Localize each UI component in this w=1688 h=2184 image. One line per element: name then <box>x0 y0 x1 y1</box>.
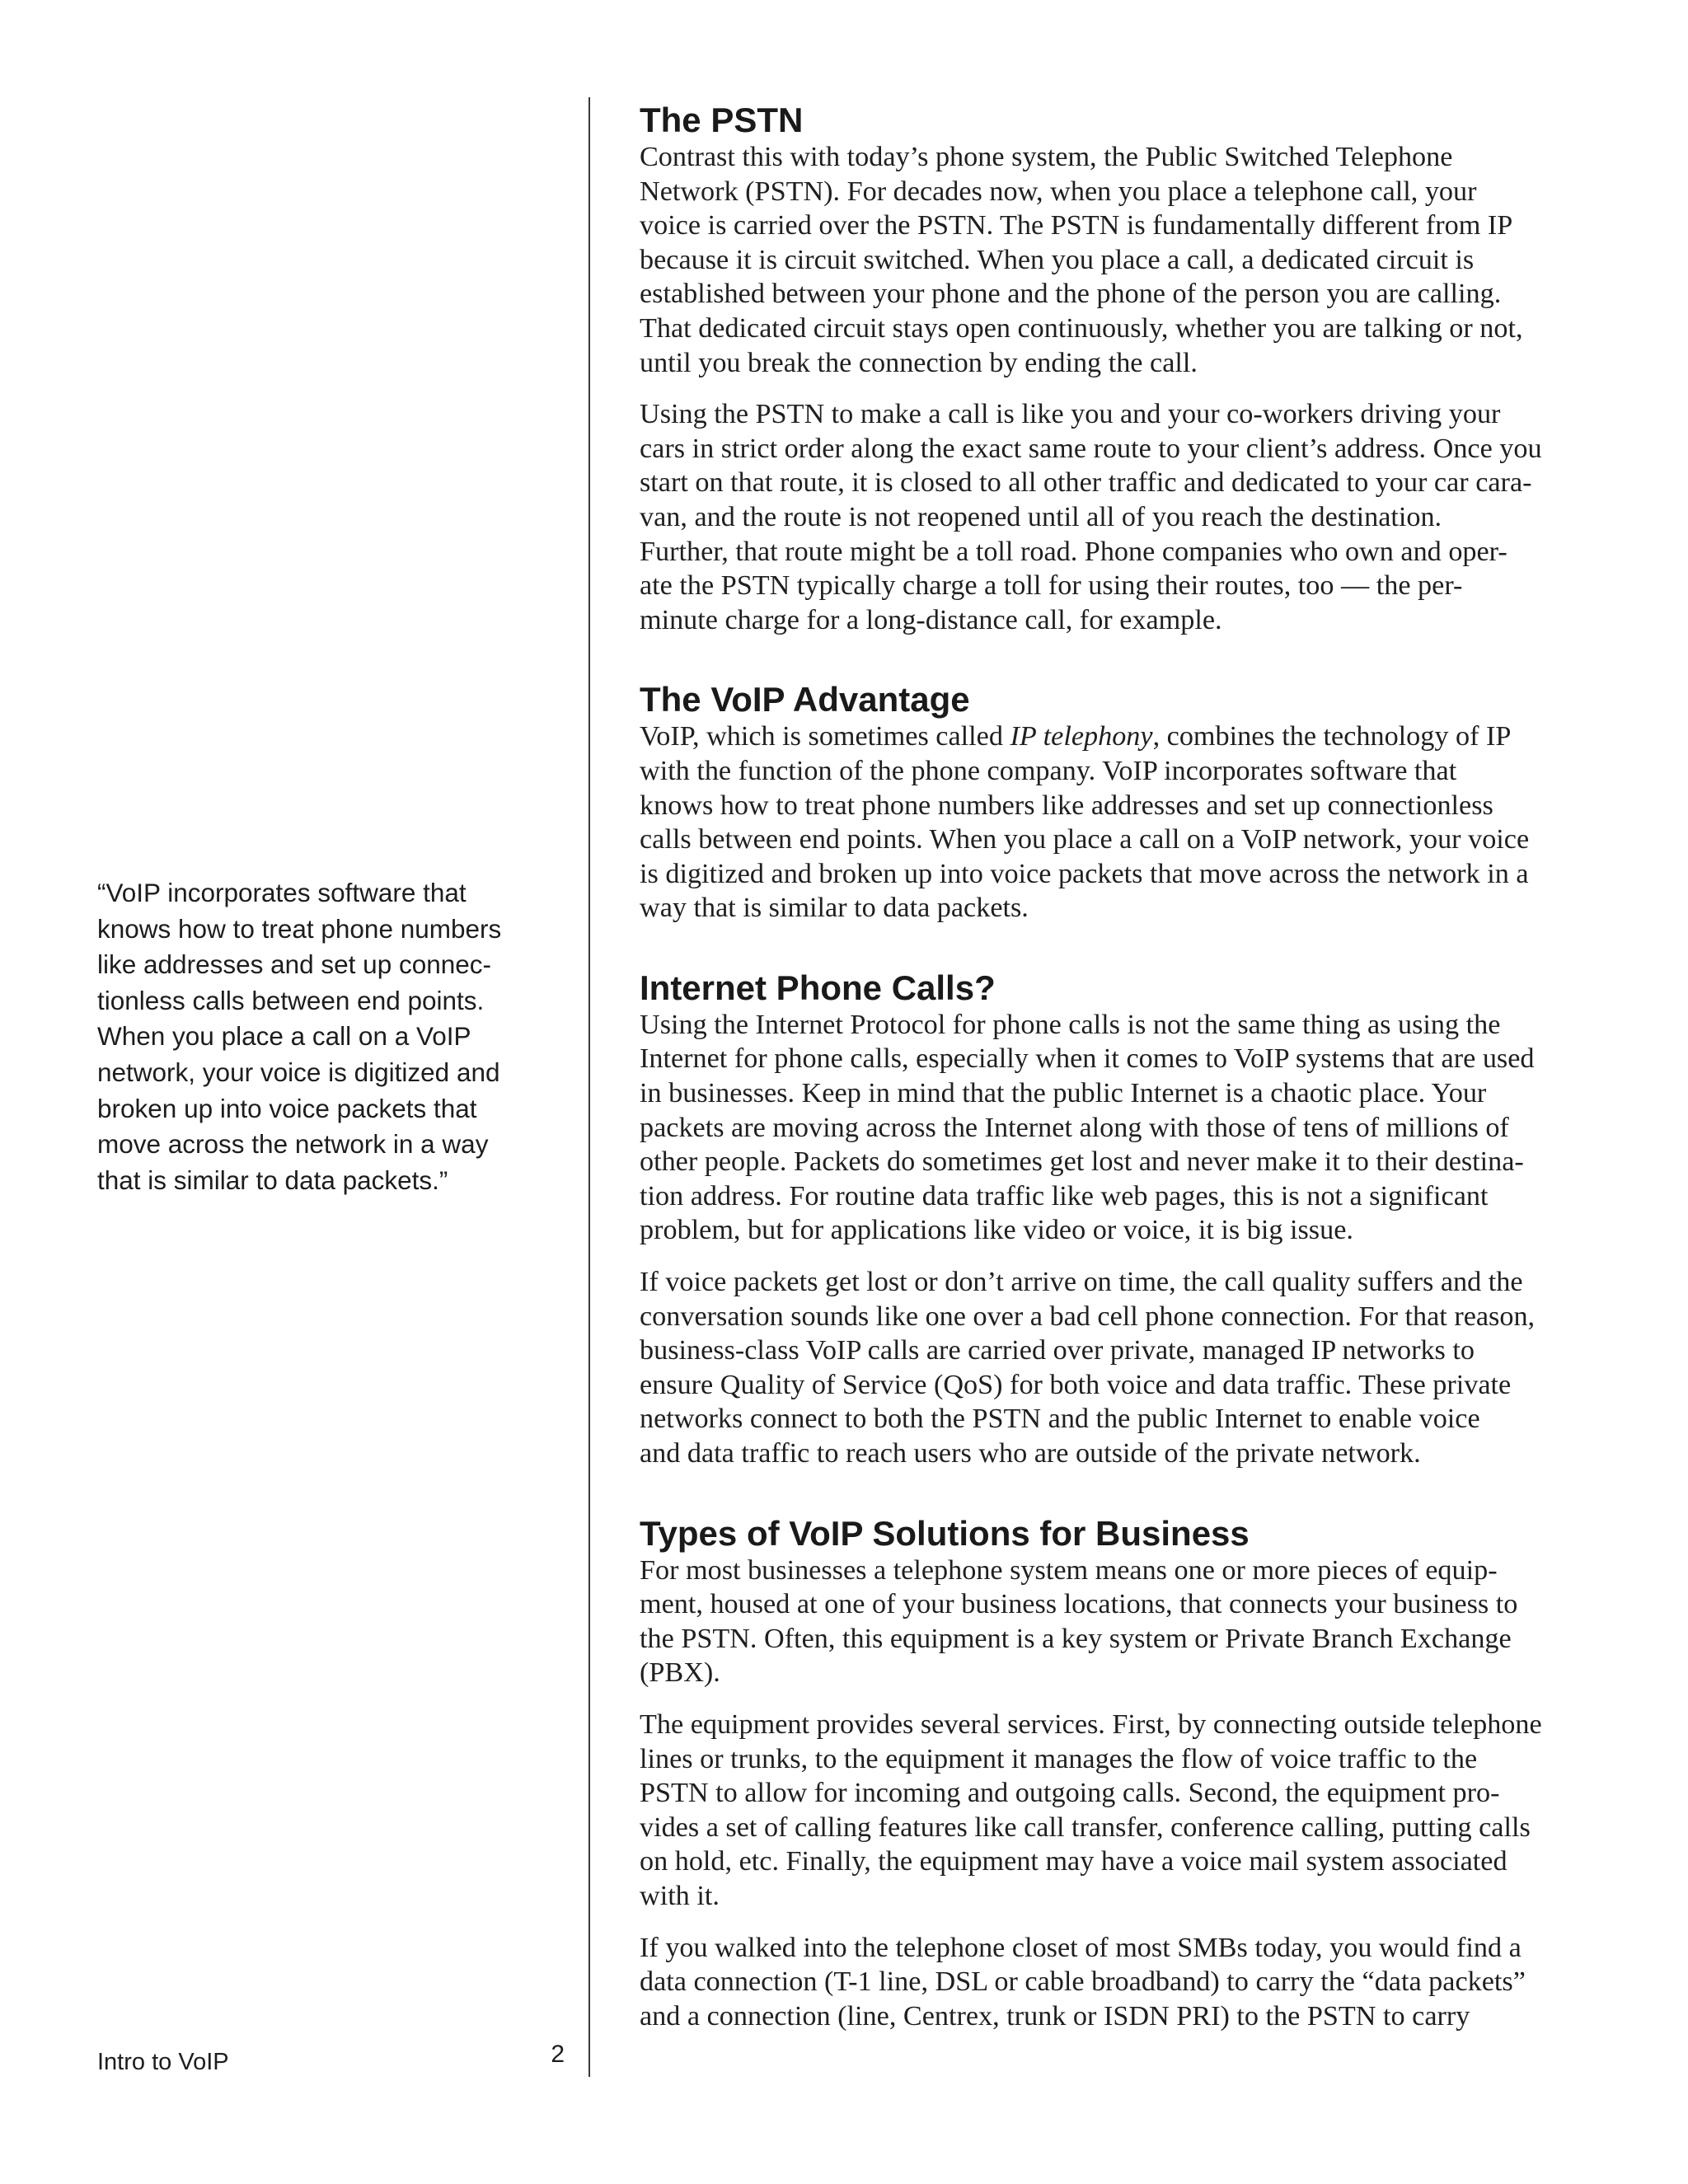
paragraph: For most businesses a telephone system means one or more pieces of equip- ment, housed at one of your business locations, that connects your business to the PSTN. Often, this equipment is a key system or Private Branch Exchange (PBX). <box>640 1554 1518 1689</box>
pull-quote: “VoIP incorporates software that knows how to treat phone numbers like addresses and set up connec- tionless calls between end points. When you place a call on a VoIP network, your voice is digitized and broken up into voice packets that move across the network in a way that is similar to data packets.” <box>97 878 502 1195</box>
paragraph-text: , combines the technology of IP with the function of the phone company. VoIP incorporates software that knows how to treat phone numbers like addresses and set up connectionless calls between end points. When you place a call on a VoIP network, your voice is digitized and broken up into voice packets that move across the network in a way that is similar to data packets. <box>640 721 1530 924</box>
section-heading: Internet Phone Calls? <box>640 968 996 1007</box>
section-voip-advantage <box>640 680 1604 926</box>
page-number: 2 <box>551 2041 565 2068</box>
section-heading: The PSTN <box>640 101 804 139</box>
section-internet-phone-calls <box>640 968 1604 1471</box>
paragraph-text: VoIP, which is sometimes called <box>640 721 1010 752</box>
emphasis-term: IP telephony <box>1010 721 1153 752</box>
footer-label: Intro to VoIP <box>97 2049 229 2075</box>
paragraph <box>640 719 1604 926</box>
section-pstn <box>640 101 1604 637</box>
section-voip-solutions <box>640 1514 1604 2034</box>
paragraph: Using the Internet Protocol for phone calls is not the same thing as using the Internet for phone calls, especially when it comes to VoIP systems that are used in businesses. Keep in mind that the public Internet is a chaotic place. Your packets are moving across the Internet along with those of tens of millions of other people. Packets do sometimes get lost and never make it to their destina- tion address. For routine data traffic like web pages, this is not a significant problem, but for applications like video or voice, it is big issue. <box>640 1009 1535 1246</box>
paragraph: If voice packets get lost or don’t arrive on time, the call quality suffers and the conversation sounds like one over a bad cell phone connection. For that reason, business-class VoIP calls are carried over private, managed IP networks to ensure Quality of Service (QoS) for both voice and data traffic. These private networks connect to both the PSTN and the public Internet to enable voice and data traffic to reach users who are outside of the private network. <box>640 1267 1536 1469</box>
main-column <box>640 101 1604 2076</box>
paragraph: Contrast this with today’s phone system, the Public Switched Telephone Network (PSTN). For decades now, when you place a telephone call, your voice is carried over the PSTN. The PSTN is fundamentally different from IP because it is circuit switched. When you place a call, a dedicated circuit is established between your phone and the phone of the person you are calling. That dedicated circuit stays open continuously, whether you are talking or not, until you break the connection by ending the call. <box>640 142 1523 378</box>
paragraph: The equipment provides several services. First, by connecting outside telephone lines or trunks, to the equipment it manages the flow of voice traffic to the PSTN to allow for incoming and outgoing calls. Second, the equipment pro- vides a set of calling features like call transfer, conference calling, putting calls on hold, etc. Finally, the equipment may have a voice mail system associated with it. <box>640 1708 1542 1911</box>
column-divider <box>588 97 590 2077</box>
paragraph: Using the PSTN to make a call is like you and your co-workers driving your cars in strict order along the exact same route to your client’s address. Once you start on that route, it is closed to all other traffic and dedicated to your car cara- van, and the route is not reopened until all of you reach the destination. Further, that route might be a toll road. Phone companies who own and oper- ate the PSTN typically charge a toll for using their routes, too — the per- minute charge for a long-distance call, for example. <box>640 399 1542 635</box>
paragraph: If you walked into the telephone closet of most SMBs today, you would find a data connection (T-1 line, DSL or cable broadband) to carry the “data packets” and a connection (line, Centrex, trunk or ISDN PRI) to the PSTN to carry <box>640 1932 1526 2032</box>
section-heading: Types of VoIP Solutions for Business <box>640 1513 1250 1553</box>
section-heading: The VoIP Advantage <box>640 680 970 719</box>
sidebar <box>97 875 559 1198</box>
